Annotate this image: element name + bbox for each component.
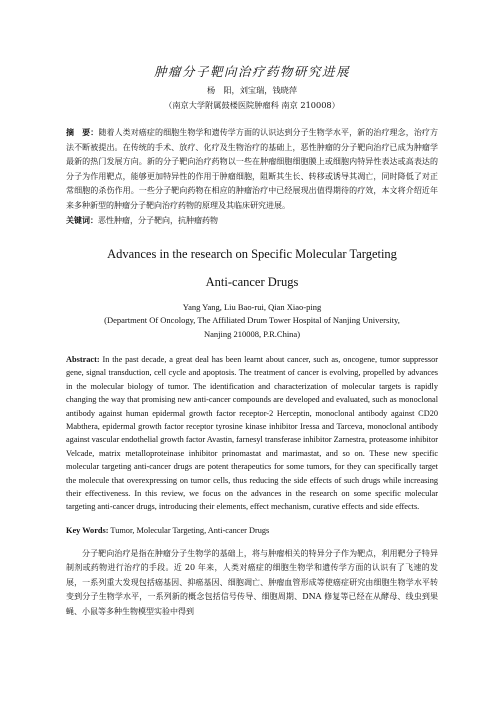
english-keywords — [66, 526, 438, 535]
chinese-keywords-label: 关键词： — [66, 215, 98, 225]
chinese-abstract-text: 随着人类对癌症的细胞生物学和遗传学方面的认识达到分子生物学水平，新的治疗理念，治疗方法不断被提出。在传统的手术、放疗、化疗及生物治疗的基础上，恶性肿瘤的分子靶向治疗已成为肿瘤学最新的热门发展方向。新的分子靶向治疗药物以一些在肿瘤细胞细胞膜上或细胞内特异性表达或高表达的分子为作用靶点，能够更加特异性的作用于肿瘤细胞，阻断其生长、转移或诱导其凋亡，同时降低了对正常细胞的杀伤作用。一些分子靶向药物在相应的肿瘤治疗中已经展现出值得期待的疗效，本文将介绍近年来多种新型的肿瘤分子靶向治疗药物的原理及其临床研究进展。 — [66, 128, 438, 210]
chinese-keywords — [66, 213, 438, 229]
chinese-abstract — [66, 125, 438, 213]
english-abstract — [66, 353, 438, 514]
english-keywords-label: Key Words: — [66, 525, 109, 535]
chinese-affiliation: （南京大学附属鼓楼医院肿瘤科 南京 210008） — [164, 100, 340, 110]
english-keywords-text: Tumor, Molecular Targeting, Anti-cancer Drugs — [108, 525, 270, 535]
body-paragraph: 分子靶向治疗是指在肿瘤分子生物学的基础上，将与肿瘤相关的特异分子作为靶点，利用靶分子特异制剂或药物进行治疗的手段。近 20 年来，人类对癌症的细胞生物学和遗传学方面的认识有了飞速的发展，一系列重大发现包括癌基因、抑癌基因、细胞凋亡、肿瘤血管形成等使癌症研究由细胞生物学水平转变到分子生物学水平，一系列新的概念包括信号传导、细胞周期、DNA 修复等已经在从酵母、线虫到果蝇、小鼠等多种生物模型实验中得到 — [66, 548, 438, 616]
english-abstract-text: In the past decade, a great deal has been learnt about cancer, such as, oncogene, tumor suppressor gene, signal transduction, cell cycle and apoptosis. The treatment of cancer is evolving, propelled by advances in the molecular biology of tumor. The identification and characterization of molecular targets is rapidly changing the way that promising new anti-cancer compounds are developed and evaluated, such as monoclonal antibody against human epidermal growth factor receptor-2 Herceptin, monoclonal antibody against CD20 Mabthera, epidermal growth factor receptor tyrosine kinase inhibitor Iressa and Tarceva, monoclonal antibody against vascular endothelial growth factor Avastin, farnesyl transferase inhibitor Zarnestra, proteasome inhibitor Velcade, matrix metalloproteinase inhibitor prinomastat and marimastat, and so on. These new specific molecular targeting anti-cancer drugs are potent therapeutics for some tumors, for they can specifically target the molecule that overexpressing on tumor cells, thus reducing the side effects of such drugs while increasing their effectiveness. In this review, we focus on the advances in the research on some specific molecular targeting anti-cancer drugs, introducing their elements, effect mechanism, curative effects and side effects. — [66, 355, 438, 512]
english-affiliation-line1: (Department Of Oncology, The Affiliated Drum Tower Hospital of Nanjing University, — [104, 315, 400, 325]
chinese-abstract-label: 摘 要： — [66, 127, 99, 137]
chinese-keywords-text: 恶性肿瘤，分子靶向，抗肿瘤药物 — [98, 216, 218, 225]
chinese-authors: 杨 阳，刘宝瑞，钱晓萍 — [206, 85, 298, 95]
english-affiliation-line2: Nanjing 210008, P.R.China) — [203, 328, 301, 339]
english-title-line1: Advances in the research on Specific Molecular Targeting — [107, 246, 397, 261]
english-authors: Yang Yang, Liu Bao-rui, Qian Xiao-ping — [182, 301, 322, 312]
english-title-line2: Anti-cancer Drugs — [205, 274, 299, 289]
english-abstract-label: Abstract: — [66, 355, 100, 364]
chinese-title: 肿瘤分子靶向治疗药物研究进展 — [153, 64, 350, 79]
